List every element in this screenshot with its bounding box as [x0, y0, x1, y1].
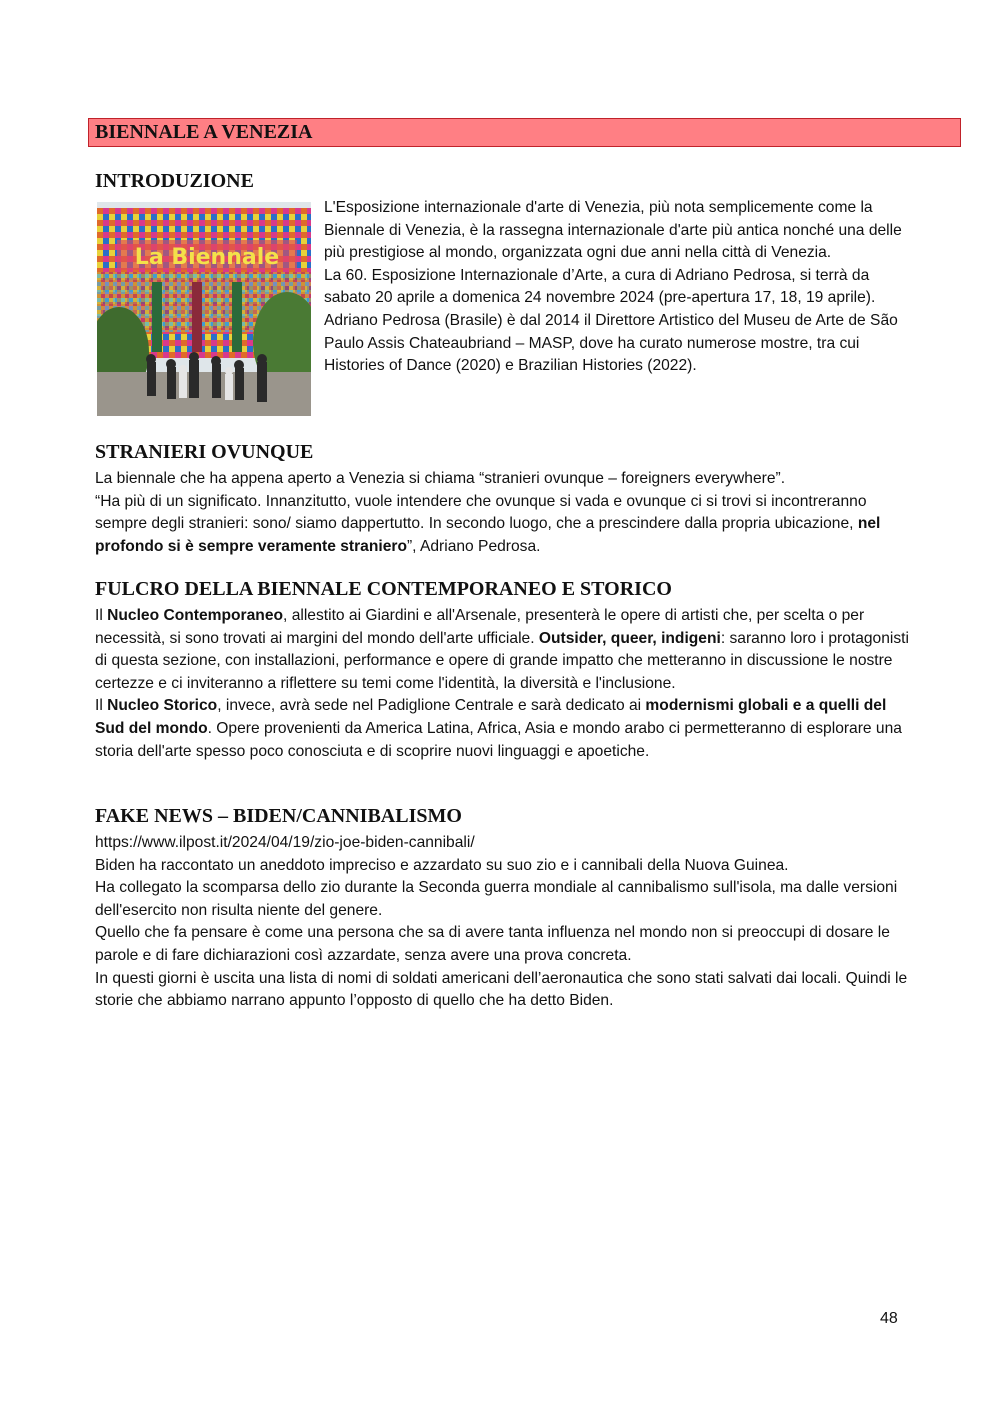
heading-fulcro: FULCRO DELLA BIENNALE CONTEMPORANEO E STORICO	[95, 578, 672, 600]
nucleo-storico-paragraph: Il Nucleo Storico, invece, avrà sede nel Padiglione Centrale e sarà dedicato ai modernismi globali e a quelli del Sud del mondo. Opere provenienti da America Latina, Africa, Asia e mondo arabo ci permetteranno di esplorare una storia dell'arte spesso poco conosciuta e di scoprire nuovi linguaggi e apoetiche.	[95, 697, 902, 760]
stranieri-text	[95, 468, 915, 558]
fake-news-paragraph: Quello che fa pensare è come una persona che sa di avere tanta influenza nel mondo non si preoccupi di dosare le parole e di fare dichiarazioni così azzardate, senza avere una prova concreta.	[95, 924, 890, 964]
heading-fake-news: FAKE NEWS – BIDEN/CANNIBALISMO	[95, 805, 462, 827]
heading-stranieri-ovunque: STRANIERI OVUNQUE	[95, 441, 314, 463]
page-number: 48	[880, 1310, 898, 1327]
section-banner	[88, 118, 961, 147]
fake-news-paragraph: Biden ha raccontato un aneddoto impreciso e azzardato su suo zio e i cannibali della Nuova Guinea.	[95, 856, 789, 874]
stranieri-paragraph: La biennale che ha appena aperto a Venezia si chiama “stranieri ovunque – foreigners everywhere”.	[95, 470, 786, 487]
intro-paragraph: L'Esposizione internazionale d'arte di Venezia, più nota semplicemente come la Biennale di Venezia, è la rassegna internazionale d'arte più antica nonché una delle più prestigiose al mondo, organizzata ogni due anni nella città di Venezia.	[324, 199, 902, 262]
photo-sign-text: La Biennale	[134, 245, 280, 270]
bold-phrase: nel profondo si è sempre veramente straniero	[95, 515, 881, 555]
biennale-photo	[97, 202, 311, 416]
fake-news-paragraph: In questi giorni è uscita una lista di nomi di soldati americani dell’aeronautica che sono stati salvati dai locali. Quindi le storie che abbiamo narrano appunto l’opposto di quello che ha detto Biden.	[95, 969, 908, 1010]
banner-title: BIENNALE A VENEZIA	[95, 121, 313, 143]
heading-introduzione: INTRODUZIONE	[95, 170, 254, 192]
intro-text	[324, 197, 914, 378]
intro-paragraph: Adriano Pedrosa (Brasile) è dal 2014 il Direttore Artistico del Museu de Arte de São Paulo Assis Chateaubriand – MASP, dove ha curato numerose mostre, tra cui Histories of Dance (2020) e Brazilian Histories (2022).	[324, 311, 898, 375]
fake-news-text	[95, 832, 915, 1013]
fake-news-paragraph: Ha collegato la scomparsa dello zio durante la Seconda guerra mondiale al cannibalismo sull'isola, ma dalle versioni dell'esercito non risulta niente del genere.	[95, 879, 898, 919]
fulcro-text	[95, 605, 915, 763]
intro-paragraph: La 60. Esposizione Internazionale d’Arte, a cura di Adriano Pedrosa, si terrà da sabato 20 aprile a domenica 24 novembre 2024 (pre-apertura 17, 18, 19 aprile).	[324, 266, 876, 307]
stranieri-quote-paragraph: “Ha più di un significato. Innanzitutto, vuole intendere che ovunque si vada e ovunque ci si trovi si incontreranno sempre degli stranieri: sono/ siamo dappertutto. In secondo luogo, che a prescindere dalla propria ubicazione, nel profondo si è sempre veramente straniero”, Adriano Pedrosa.	[95, 492, 881, 555]
nucleo-contemporaneo-paragraph: Il Nucleo Contemporaneo, allestito ai Giardini e all'Arsenale, presenterà le opere di artisti che, per scelta o per necessità, si sono trovati ai margini del mondo dell'arte ufficiale. Outsider, queer, indigeni: saranno loro i protagonisti di questa sezione, con installazioni, performance e opere di grande impatto che metteranno in discussione le nostre certezze e ci inviteranno a riflettere su temi come l'identità, la diversità e l'inclusione.	[95, 607, 909, 692]
source-url: https://www.ilpost.it/2024/04/19/zio-joe-biden-cannibali/	[95, 834, 475, 851]
